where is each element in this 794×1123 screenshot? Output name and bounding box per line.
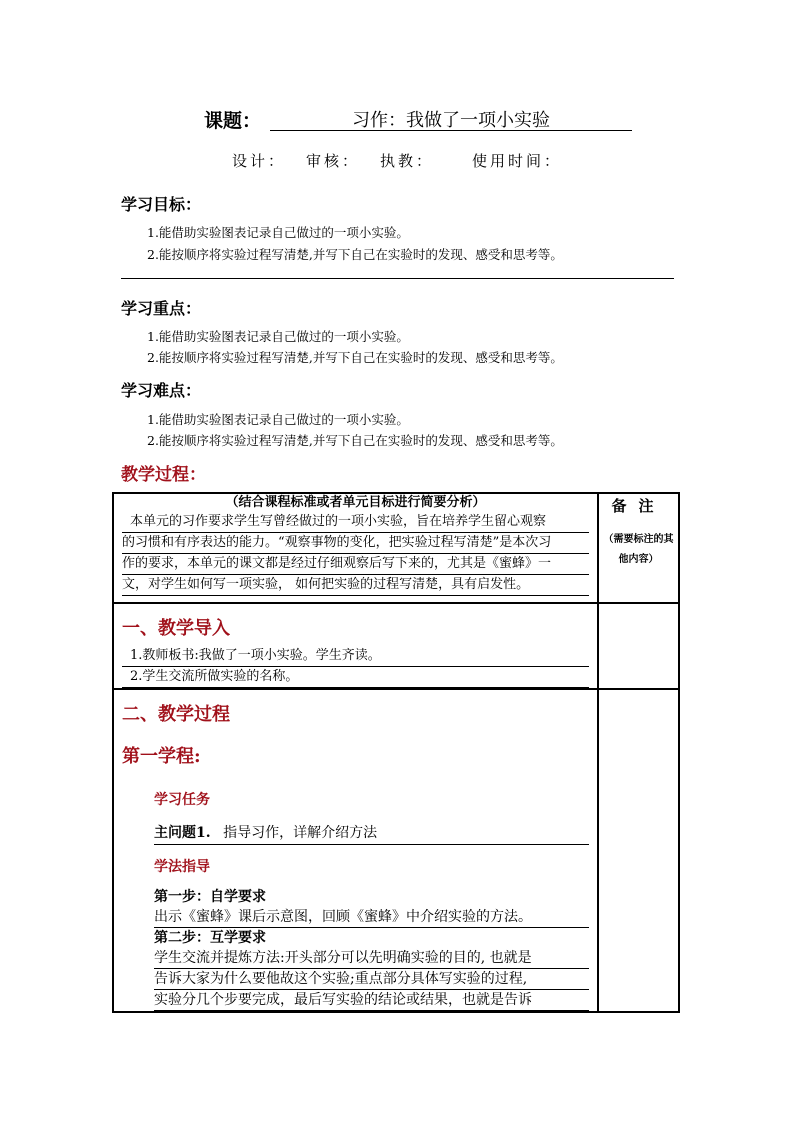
intro-line-1: 1.教师板书:我做了一项小实验。学生齐读。 (122, 646, 589, 667)
process-section-heading: 二、教学过程 (122, 704, 230, 725)
process-cell (113, 689, 598, 1012)
goals-item-2: 2.能按顺序将实验过程写清楚,并写下自己在实验时的发现、感受和思考等。 (147, 247, 563, 262)
step1-label: 第一步：自学要求 (154, 889, 266, 905)
first-stage-heading: 第一学程: (122, 746, 201, 767)
lesson-title: 习作：我做了一项小实验 (270, 106, 632, 131)
notes-cell (598, 493, 679, 603)
meta-design: 设计： (232, 152, 287, 170)
step1-text: 出示《蜜蜂》课后示意图，回顾《蜜蜂》中介绍实验的方法。 (154, 907, 589, 928)
meta-time: 使用时间： (472, 152, 563, 170)
goals-item-1: 1.能借助实验图表记录自己做过的一项小实验。 (147, 225, 409, 240)
goals-heading: 学习目标： (121, 195, 202, 214)
intro-line-2: 2.学生交流所做实验的名称。 (122, 667, 589, 688)
main-question-row (154, 822, 589, 845)
notes-sub: （需要标注的其他内容） (603, 534, 674, 565)
intro-cell (113, 603, 598, 689)
focus-item-2: 2.能按顺序将实验过程写清楚,并写下自己在实验时的发现、感受和思考等。 (147, 350, 563, 365)
analysis-line-2: 的习惯和有序表达的能力。“观察事物的变化，把实验过程写清楚”是本次习 (122, 533, 589, 554)
difficulty-item-1: 1.能借助实验图表记录自己做过的一项小实验。 (147, 412, 409, 427)
divider (121, 278, 674, 279)
method-label: 学法指导 (154, 859, 210, 875)
focus-item-1: 1.能借助实验图表记录自己做过的一项小实验。 (147, 329, 409, 344)
analysis-line-3: 作的要求，本单元的课文都是经过仔细观察后写下来的，尤其是《蜜蜂》一 (122, 554, 589, 575)
step2-line-2: 告诉大家为什么要他故这个实验;重点部分具体写实验的过程, (154, 969, 589, 990)
title-label: 课题： (204, 110, 262, 132)
task-label: 学习任务 (154, 792, 210, 808)
main-question-label: 主问题1. (154, 825, 211, 841)
meta-review: 审核： (306, 152, 361, 170)
step2-line-1: 学生交流并提炼方法:开头部分可以先明确实验的目的, 也就是 (154, 948, 589, 969)
analysis-line-1: 本单元的习作要求学生写曾经做过的一项小实验，旨在培养学生留心观察 (122, 512, 589, 533)
notes-title: 备注 (611, 497, 666, 515)
intro-notes-cell (598, 603, 679, 689)
analysis-heading: （结合课程标准或者单元目标进行简要分析） (225, 495, 486, 510)
difficulty-heading: 学习难点： (121, 381, 202, 400)
focus-heading: 学习重点： (121, 299, 202, 318)
intro-heading: 一、教学导入 (122, 618, 230, 639)
step2-line-3: 实验分几个步要完成，最后写实验的结论或结果，也就是告诉 (154, 990, 589, 1011)
main-question-text: 指导习作，详解介绍方法 (223, 825, 378, 841)
process-heading: 教学过程： (121, 465, 206, 485)
lesson-table (112, 492, 680, 1013)
difficulty-item-2: 2.能按顺序将实验过程写清楚,并写下自己在实验时的发现、感受和思考等。 (147, 433, 563, 448)
analysis-line-4: 文，对学生如何写一项实验， 如何把实验的过程写清楚，具有启发性。 (122, 575, 589, 596)
meta-teach: 执教： (380, 152, 435, 170)
analysis-cell (113, 493, 598, 603)
step2-label: 第二步：互学要求 (154, 930, 266, 946)
process-notes-cell (598, 689, 679, 1012)
